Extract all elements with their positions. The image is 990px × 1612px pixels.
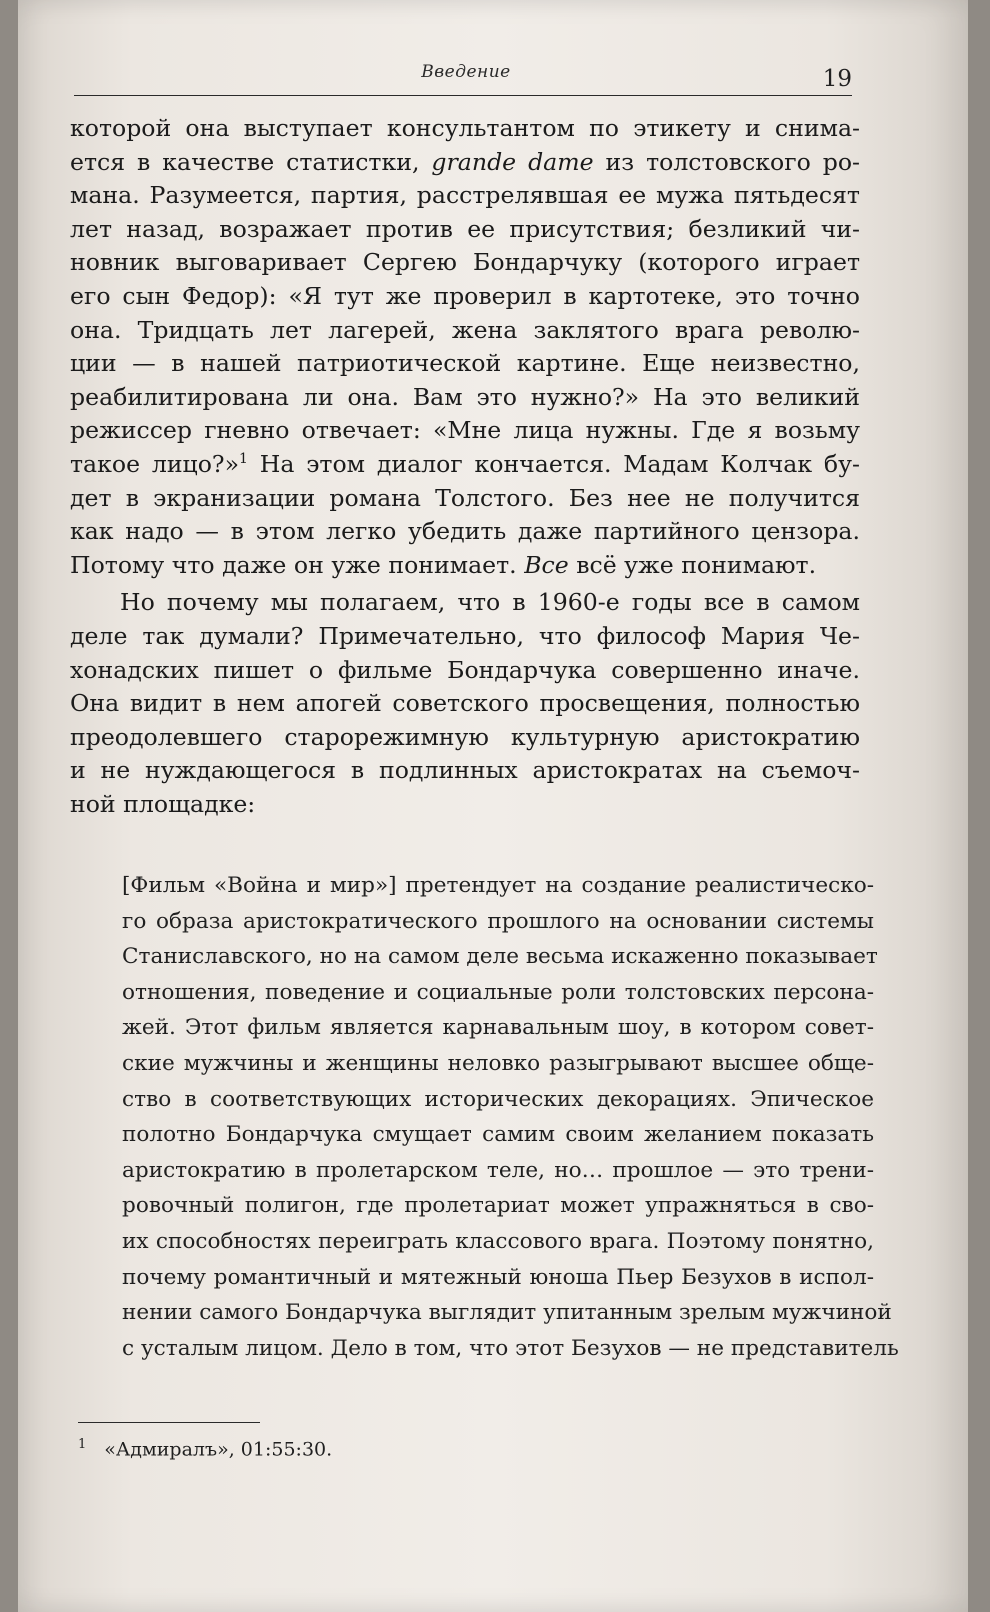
quote-line: их способностях переиграть классового врага. Поэтому понятно, xyxy=(122,1228,874,1254)
quote-line: ство в соответствующих исторических декорациях. Эпическое xyxy=(122,1086,874,1112)
text-line: ной площадке: xyxy=(70,789,256,818)
text-line: она. Тридцать лет лагерей, жена заклятого врага револю- xyxy=(70,315,860,344)
footnotes xyxy=(78,1422,778,1460)
footnote-reference[interactable]: 1 xyxy=(239,451,248,468)
text-line: дет в экранизации романа Толстого. Без нее не получится xyxy=(70,483,860,512)
quote-line: ровочный полигон, где пролетариат может упражняться в сво- xyxy=(122,1193,874,1219)
text-line: режиссер гневно отвечает: «Мне лица нужны. Где я возьму xyxy=(70,416,860,445)
text-line: реабилитирована ли она. Вам это нужно?» На это великий xyxy=(70,382,860,411)
quote-line: аристократию в пролетарском теле, но… прошлое — это трени- xyxy=(122,1157,874,1183)
page-header xyxy=(74,58,858,98)
text-line: хонадских пишет о фильме Бондарчука совершенно иначе. xyxy=(70,655,860,684)
text-line: его сын Федор): «Я тут же проверил в картотеке, это точно xyxy=(70,281,860,310)
header-rule xyxy=(74,95,852,96)
text-fragment: из толстовского ро- xyxy=(605,147,861,176)
text-line: преодолевшего старорежимную культурную аристократию xyxy=(70,722,860,751)
text-line: мана. Разумеется, партия, расстрелявшая ее мужа пятьдесят xyxy=(70,181,860,210)
text-line: как надо — в этом легко убедить даже партийного цензора. xyxy=(70,517,860,546)
text-fragment: всё уже понимают. xyxy=(576,550,817,579)
footnote-rule xyxy=(78,1422,260,1423)
quote-line: Станиславского, но на самом деле весьма искаженно показывает xyxy=(122,944,878,970)
footnote-1 xyxy=(78,1437,778,1460)
paragraph-1 xyxy=(70,112,860,582)
running-title: Введение xyxy=(421,62,511,82)
text-fragment: ется в качестве статистки, xyxy=(70,147,420,176)
book-page xyxy=(18,0,968,1612)
text-fragment: Потому что даже он уже понимает. xyxy=(70,550,517,579)
quote-line: нении самого Бондарчука выглядит упитанным зрелым мужчиной xyxy=(122,1300,892,1326)
text-line: лет назад, возражает против ее присутствия; безликий чи- xyxy=(70,214,860,243)
quote-line: полотно Бондарчука смущает самим своим желанием показать xyxy=(122,1122,874,1148)
quote-line: жей. Этот фильм является карнавальным шоу, в котором совет- xyxy=(122,1015,874,1041)
text-line: Но почему мы полагаем, что в 1960-е годы все в самом xyxy=(120,588,860,617)
quote-line: почему романтичный и мятежный юноша Пьер Безухов в испол- xyxy=(122,1264,874,1290)
page-number: 19 xyxy=(822,66,852,92)
main-text xyxy=(70,112,860,821)
quote-line: ские мужчины и женщины неловко разыгрывают высшее обще- xyxy=(122,1050,874,1076)
footnote-text: «Адмиралъ», 01:55:30. xyxy=(104,1438,333,1461)
quote-line: [Фильм «Война и мир»] претендует на создание реалистическо- xyxy=(122,873,874,898)
italic-word: Все xyxy=(524,550,569,579)
quote-text xyxy=(122,868,899,1366)
text-fragment: такое лицо?» xyxy=(70,449,240,478)
text-line xyxy=(70,448,860,482)
quote-line: отношения, поведение и социальные роли толстовских персона- xyxy=(122,979,874,1005)
quote-line: с усталым лицом. Дело в том, что этот Безухов — не представитель xyxy=(122,1335,899,1361)
footnote-marker: 1 xyxy=(78,1437,87,1452)
text-line: ции — в нашей патриотической картине. Еще неизвестно, xyxy=(70,349,860,378)
text-line xyxy=(70,549,860,583)
italic-phrase: grande dame xyxy=(431,147,594,176)
text-line: новник выговаривает Сергею Бондарчуку (которого играет xyxy=(70,248,860,277)
text-fragment: На этом диалог кончается. Мадам Колчак бу- xyxy=(247,449,860,478)
quote-line: го образа аристократического прошлого на основании системы xyxy=(122,908,874,934)
text-line: Она видит в нем апогей советского просвещения, полностью xyxy=(70,689,860,718)
block-quote xyxy=(122,868,899,1366)
text-line: и не нуждающегося в подлинных аристократах на съемоч- xyxy=(70,756,860,785)
paragraph-2 xyxy=(70,586,860,821)
text-line xyxy=(70,146,860,180)
text-line: деле так думали? Примечательно, что философ Мария Че- xyxy=(70,621,860,650)
text-line: которой она выступает консультантом по этикету и снима- xyxy=(70,114,860,142)
